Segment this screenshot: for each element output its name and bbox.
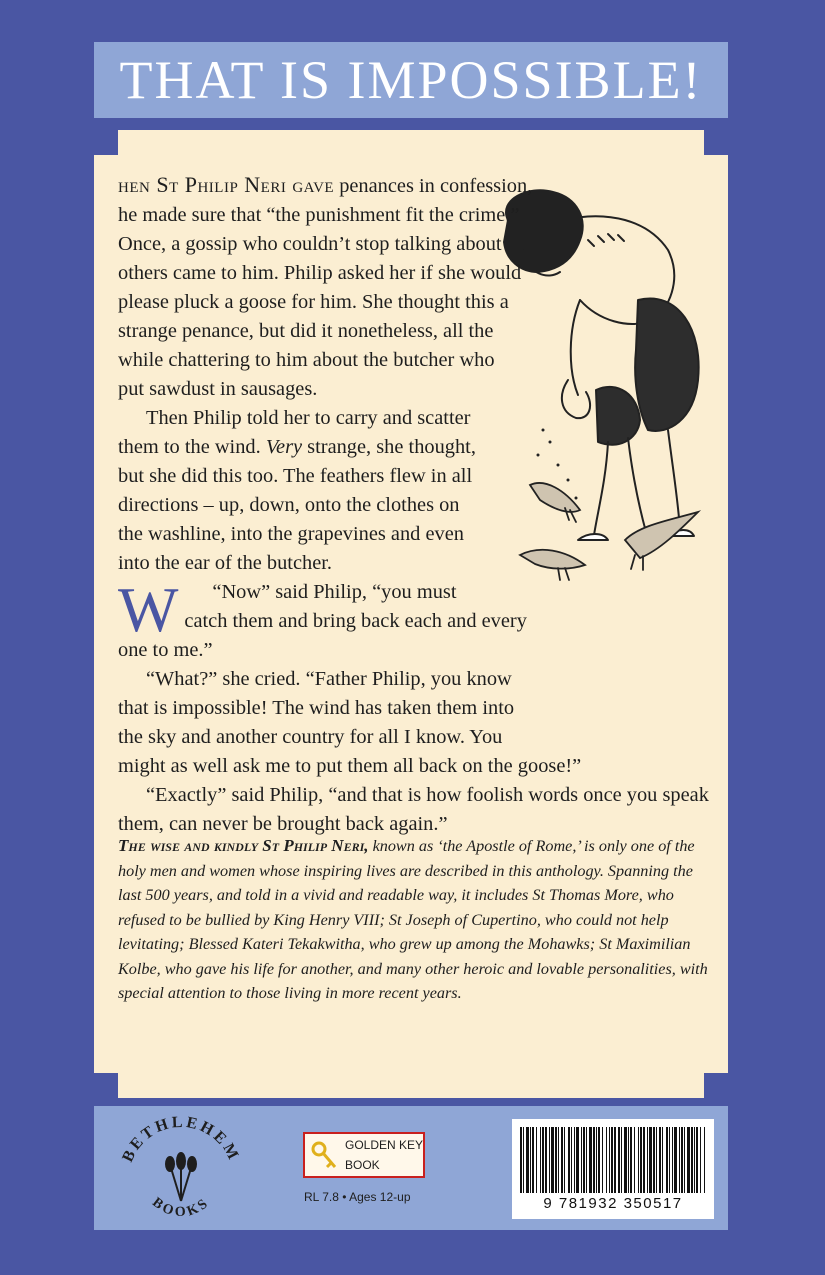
barcode-bar xyxy=(647,1127,648,1193)
barcode-bar xyxy=(624,1127,627,1193)
barcode-bar xyxy=(611,1127,613,1193)
barcode-bar xyxy=(583,1127,585,1193)
barcode-bar xyxy=(621,1127,622,1193)
barcode-bar xyxy=(679,1127,680,1193)
story-p2-a: Then Philip told her to carry and scatter them to the wind. xyxy=(118,407,471,458)
barcode-bar xyxy=(659,1127,661,1193)
barcode-bar xyxy=(545,1127,547,1193)
barcode-bar xyxy=(684,1127,685,1193)
barcode-bar xyxy=(596,1127,597,1193)
bethlehem-books-logo xyxy=(107,1113,255,1225)
title-band xyxy=(94,42,728,118)
story-paragraph-5: “Exactly” said Philip, “and that is how foolish words once you speak them, can never be brought back again.” xyxy=(118,784,709,835)
barcode-bar xyxy=(696,1127,698,1193)
barcode-bar xyxy=(540,1127,541,1193)
barcode-bar xyxy=(618,1127,620,1193)
barcode-bar xyxy=(656,1127,657,1193)
story-paragraph-3: “Now” said Philip, “you must catch them and bring back each and every one to me.” xyxy=(118,581,527,661)
barcode-bar xyxy=(602,1127,603,1193)
page-title: THAT IS IMPOSSIBLE! xyxy=(119,50,703,110)
golden-key-line1: GOLDEN KEY xyxy=(345,1138,424,1152)
barcode-bar xyxy=(555,1127,557,1193)
golden-key-book-badge xyxy=(303,1132,425,1178)
reading-level: RL 7.8 • Ages 12-up xyxy=(304,1190,411,1204)
barcode-bar xyxy=(551,1127,554,1193)
barcode-bar xyxy=(549,1127,550,1193)
barcode-bar xyxy=(542,1127,544,1193)
barcode-bar xyxy=(662,1127,663,1193)
drop-cap: W xyxy=(118,574,179,645)
barcode-bar xyxy=(614,1127,616,1193)
barcode-bar xyxy=(576,1127,579,1193)
story-p1-text: penances in confession, he made sure that “the punishment fit the crime.” Once, a gossip who couldn’t stop talking about others came to him. Philip asked her if she would please pluck a goose for him. She thought this a strange penance, but did it nonetheless, all the while chattering to him about the butcher who put sawdust in sausages. xyxy=(118,175,533,400)
barcode-bar xyxy=(532,1127,534,1193)
text-wrap-spacer-2 xyxy=(528,580,718,730)
barcode-bar xyxy=(694,1127,695,1193)
barcode-bar xyxy=(558,1127,559,1193)
barcode-bar xyxy=(630,1127,632,1193)
barcode-bar xyxy=(530,1127,531,1193)
logo-text-bottom: BOOKS xyxy=(149,1195,213,1221)
barcode-bar xyxy=(653,1127,655,1193)
barcode-bar xyxy=(586,1127,587,1193)
story-paragraph-4: “What?” she cried. “Father Philip, you know that is impossible! The wind has taken them into the sky and another country for all I know. You might as well ask me to put them all back on the goose!” xyxy=(118,668,582,777)
barcode-bar xyxy=(589,1127,592,1193)
barcode-bar xyxy=(649,1127,652,1193)
barcode-bar xyxy=(666,1127,668,1193)
isbn-number: 9 781932 350517 xyxy=(543,1195,683,1212)
barcode-bar xyxy=(691,1127,693,1193)
barcode-bar xyxy=(523,1127,524,1193)
barcode-bar xyxy=(681,1127,683,1193)
barcode-bar xyxy=(561,1127,563,1193)
story-p2-b: strange, she thought, but she did this too. The feathers flew in all directions – up, down, onto the clothes on the washline, into the grapevines and even into the ear of the butcher. xyxy=(118,436,476,574)
barcode-bar xyxy=(643,1127,645,1193)
book-blurb xyxy=(118,834,708,1006)
barcode-bar xyxy=(520,1127,522,1193)
story-p2-em: Very xyxy=(265,436,303,458)
barcode-bar xyxy=(669,1127,670,1193)
barcode-bar xyxy=(628,1127,629,1193)
text-wrap-spacer xyxy=(478,170,718,580)
barcode-bar xyxy=(536,1127,537,1193)
barcode-bar xyxy=(574,1127,575,1193)
logo-text-top: BETHLEHEM xyxy=(119,1113,243,1165)
barcode-bar xyxy=(606,1127,607,1193)
barcode-bar xyxy=(700,1127,701,1193)
barcode-bar xyxy=(598,1127,600,1193)
barcode-bar xyxy=(593,1127,595,1193)
barcode-bar xyxy=(564,1127,565,1193)
barcode-bars xyxy=(520,1127,706,1193)
barcode-bar xyxy=(704,1127,705,1193)
barcode-bar xyxy=(609,1127,610,1193)
barcode-bar xyxy=(638,1127,639,1193)
blurb-lead: The wise and kindly St Philip Neri, xyxy=(118,836,369,855)
barcode-bar xyxy=(526,1127,529,1193)
golden-key-icon xyxy=(311,1140,341,1172)
barcode-bar xyxy=(571,1127,572,1193)
story-text xyxy=(118,170,718,839)
story-lead-smallcaps: hen St Philip Neri gave xyxy=(118,172,335,197)
barcode-bar xyxy=(568,1127,570,1193)
golden-key-line2: BOOK xyxy=(345,1158,380,1172)
barcode-bar xyxy=(634,1127,635,1193)
barcode-bar xyxy=(581,1127,582,1193)
barcode-bar xyxy=(672,1127,673,1193)
blurb-text: known as ‘the Apostle of Rome,’ is only one of the holy men and women whose inspiring lives are described in this anthology. Spanning the last 500 years, and told in a vivid and readable way, it includes St Thomas More, who refused to be bullied by King Henry VIII; St Joseph of Cupertino, who could not help levitating; Blessed Kateri Tekakwitha, who grew up among the Mohawks; St Maximilian Kolbe, who gave his life for another, and many other heroic and lovable personalities, with special attention to those living in more recent years. xyxy=(118,837,708,1002)
wheat-sheaf-icon xyxy=(166,1153,196,1201)
isbn-barcode xyxy=(512,1119,714,1219)
barcode-bar xyxy=(640,1127,642,1193)
barcode-bar xyxy=(674,1127,677,1193)
barcode-bar xyxy=(687,1127,690,1193)
